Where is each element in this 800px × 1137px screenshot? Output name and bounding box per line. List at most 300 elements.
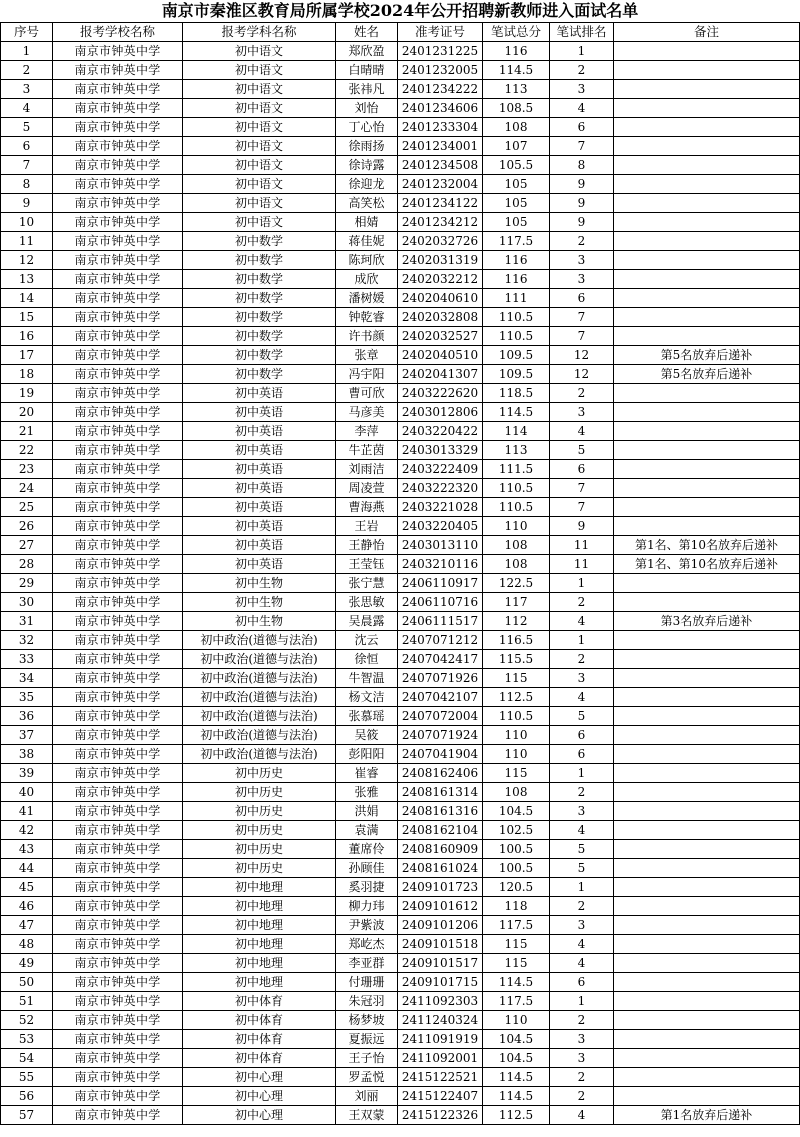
school-cell: 南京市钟英中学 bbox=[53, 156, 183, 175]
subject-cell: 初中历史 bbox=[183, 840, 336, 859]
table-row bbox=[1, 270, 800, 289]
subject-cell: 初中数学 bbox=[183, 346, 336, 365]
remarks-cell bbox=[614, 80, 800, 99]
rank-cell: 9 bbox=[550, 175, 614, 194]
rank-cell: 6 bbox=[550, 460, 614, 479]
score-cell: 115 bbox=[483, 669, 550, 688]
score-cell: 114 bbox=[483, 422, 550, 441]
table-row bbox=[1, 764, 800, 783]
table-row bbox=[1, 783, 800, 802]
remarks-cell bbox=[614, 232, 800, 251]
index-cell: 16 bbox=[1, 327, 53, 346]
index-cell: 3 bbox=[1, 80, 53, 99]
index-cell: 5 bbox=[1, 118, 53, 137]
subject-cell: 初中地理 bbox=[183, 897, 336, 916]
index-cell: 14 bbox=[1, 289, 53, 308]
index-cell: 41 bbox=[1, 802, 53, 821]
score-cell: 108 bbox=[483, 118, 550, 137]
score-cell: 105 bbox=[483, 213, 550, 232]
table-row bbox=[1, 384, 800, 403]
table-row bbox=[1, 194, 800, 213]
rank-cell: 11 bbox=[550, 536, 614, 555]
rank-cell: 2 bbox=[550, 593, 614, 612]
school-cell: 南京市钟英中学 bbox=[53, 783, 183, 802]
table-row bbox=[1, 99, 800, 118]
subject-cell: 初中英语 bbox=[183, 460, 336, 479]
col-header-score: 笔试总分 bbox=[483, 23, 550, 42]
score-cell: 111 bbox=[483, 289, 550, 308]
rank-cell: 7 bbox=[550, 137, 614, 156]
score-cell: 111.5 bbox=[483, 460, 550, 479]
remarks-cell bbox=[614, 194, 800, 213]
score-cell: 114.5 bbox=[483, 1068, 550, 1087]
table-row bbox=[1, 118, 800, 137]
school-cell: 南京市钟英中学 bbox=[53, 802, 183, 821]
subject-cell: 初中语文 bbox=[183, 118, 336, 137]
subject-cell: 初中政治(道德与法治) bbox=[183, 669, 336, 688]
score-cell: 102.5 bbox=[483, 821, 550, 840]
school-cell: 南京市钟英中学 bbox=[53, 840, 183, 859]
remarks-cell bbox=[614, 61, 800, 80]
remarks-cell bbox=[614, 99, 800, 118]
name-cell: 张雅 bbox=[336, 783, 398, 802]
score-cell: 114.5 bbox=[483, 403, 550, 422]
rank-cell: 12 bbox=[550, 365, 614, 384]
index-cell: 10 bbox=[1, 213, 53, 232]
index-cell: 39 bbox=[1, 764, 53, 783]
name-cell: 周凌萱 bbox=[336, 479, 398, 498]
remarks-cell bbox=[614, 517, 800, 536]
school-cell: 南京市钟英中学 bbox=[53, 992, 183, 1011]
name-cell: 郑屹杰 bbox=[336, 935, 398, 954]
rank-cell: 2 bbox=[550, 1011, 614, 1030]
table-row bbox=[1, 593, 800, 612]
remarks-cell bbox=[614, 42, 800, 61]
remarks-cell bbox=[614, 973, 800, 992]
name-cell: 罗孟悦 bbox=[336, 1068, 398, 1087]
rank-cell: 3 bbox=[550, 270, 614, 289]
index-cell: 54 bbox=[1, 1049, 53, 1068]
rank-cell: 4 bbox=[550, 612, 614, 631]
name-cell: 夏振远 bbox=[336, 1030, 398, 1049]
remarks-cell: 第5名放弃后递补 bbox=[614, 346, 800, 365]
table-row bbox=[1, 479, 800, 498]
score-cell: 110.5 bbox=[483, 308, 550, 327]
subject-cell: 初中英语 bbox=[183, 384, 336, 403]
score-cell: 116 bbox=[483, 251, 550, 270]
exam-id-cell: 2401234001 bbox=[398, 137, 483, 156]
school-cell: 南京市钟英中学 bbox=[53, 1011, 183, 1030]
exam-id-cell: 2402041307 bbox=[398, 365, 483, 384]
score-cell: 116 bbox=[483, 42, 550, 61]
score-cell: 108 bbox=[483, 555, 550, 574]
name-cell: 付珊珊 bbox=[336, 973, 398, 992]
score-cell: 108.5 bbox=[483, 99, 550, 118]
school-cell: 南京市钟英中学 bbox=[53, 194, 183, 213]
subject-cell: 初中历史 bbox=[183, 821, 336, 840]
remarks-cell: 第1名放弃后递补 bbox=[614, 1106, 800, 1125]
rank-cell: 3 bbox=[550, 251, 614, 270]
rank-cell: 2 bbox=[550, 650, 614, 669]
score-cell: 113 bbox=[483, 441, 550, 460]
rank-cell: 3 bbox=[550, 916, 614, 935]
school-cell: 南京市钟英中学 bbox=[53, 878, 183, 897]
rank-cell: 4 bbox=[550, 688, 614, 707]
subject-cell: 初中语文 bbox=[183, 175, 336, 194]
score-cell: 110 bbox=[483, 517, 550, 536]
table-row bbox=[1, 42, 800, 61]
remarks-cell bbox=[614, 1030, 800, 1049]
score-cell: 114.5 bbox=[483, 973, 550, 992]
exam-id-cell: 2402040610 bbox=[398, 289, 483, 308]
subject-cell: 初中心理 bbox=[183, 1106, 336, 1125]
exam-id-cell: 2407042107 bbox=[398, 688, 483, 707]
index-cell: 29 bbox=[1, 574, 53, 593]
name-cell: 高笑松 bbox=[336, 194, 398, 213]
index-cell: 1 bbox=[1, 42, 53, 61]
score-cell: 117.5 bbox=[483, 992, 550, 1011]
subject-cell: 初中英语 bbox=[183, 517, 336, 536]
score-cell: 110.5 bbox=[483, 707, 550, 726]
name-cell: 李亚群 bbox=[336, 954, 398, 973]
name-cell: 丁心怡 bbox=[336, 118, 398, 137]
table-row bbox=[1, 232, 800, 251]
school-cell: 南京市钟英中学 bbox=[53, 460, 183, 479]
exam-id-cell: 2401232004 bbox=[398, 175, 483, 194]
table-body bbox=[1, 42, 800, 1125]
exam-id-cell: 2401232005 bbox=[398, 61, 483, 80]
score-cell: 115.5 bbox=[483, 650, 550, 669]
remarks-cell: 第5名放弃后递补 bbox=[614, 365, 800, 384]
table-row bbox=[1, 707, 800, 726]
exam-id-cell: 2403222409 bbox=[398, 460, 483, 479]
name-cell: 徐恒 bbox=[336, 650, 398, 669]
score-cell: 104.5 bbox=[483, 802, 550, 821]
rank-cell: 6 bbox=[550, 973, 614, 992]
school-cell: 南京市钟英中学 bbox=[53, 745, 183, 764]
subject-cell: 初中地理 bbox=[183, 973, 336, 992]
name-cell: 袁满 bbox=[336, 821, 398, 840]
rank-cell: 7 bbox=[550, 327, 614, 346]
score-cell: 108 bbox=[483, 783, 550, 802]
score-cell: 110 bbox=[483, 1011, 550, 1030]
index-cell: 40 bbox=[1, 783, 53, 802]
school-cell: 南京市钟英中学 bbox=[53, 1106, 183, 1125]
remarks-cell bbox=[614, 631, 800, 650]
table-row bbox=[1, 327, 800, 346]
exam-id-cell: 2407041904 bbox=[398, 745, 483, 764]
subject-cell: 初中历史 bbox=[183, 764, 336, 783]
name-cell: 杨梦坡 bbox=[336, 1011, 398, 1030]
rank-cell: 4 bbox=[550, 99, 614, 118]
remarks-cell bbox=[614, 783, 800, 802]
name-cell: 徐雨扬 bbox=[336, 137, 398, 156]
index-cell: 27 bbox=[1, 536, 53, 555]
school-cell: 南京市钟英中学 bbox=[53, 935, 183, 954]
score-cell: 112.5 bbox=[483, 688, 550, 707]
name-cell: 蒋佳妮 bbox=[336, 232, 398, 251]
remarks-cell bbox=[614, 878, 800, 897]
index-cell: 12 bbox=[1, 251, 53, 270]
remarks-cell bbox=[614, 1087, 800, 1106]
subject-cell: 初中英语 bbox=[183, 498, 336, 517]
remarks-cell bbox=[614, 1011, 800, 1030]
subject-cell: 初中语文 bbox=[183, 42, 336, 61]
remarks-cell bbox=[614, 688, 800, 707]
index-cell: 55 bbox=[1, 1068, 53, 1087]
index-cell: 32 bbox=[1, 631, 53, 650]
subject-cell: 初中语文 bbox=[183, 61, 336, 80]
name-cell: 白晴晴 bbox=[336, 61, 398, 80]
index-cell: 23 bbox=[1, 460, 53, 479]
name-cell: 王子怡 bbox=[336, 1049, 398, 1068]
rank-cell: 6 bbox=[550, 745, 614, 764]
score-cell: 100.5 bbox=[483, 840, 550, 859]
exam-id-cell: 2409101517 bbox=[398, 954, 483, 973]
remarks-cell bbox=[614, 745, 800, 764]
school-cell: 南京市钟英中学 bbox=[53, 1030, 183, 1049]
index-cell: 15 bbox=[1, 308, 53, 327]
exam-id-cell: 2403222620 bbox=[398, 384, 483, 403]
exam-id-cell: 2403222320 bbox=[398, 479, 483, 498]
rank-cell: 5 bbox=[550, 840, 614, 859]
index-cell: 50 bbox=[1, 973, 53, 992]
name-cell: 张宁慧 bbox=[336, 574, 398, 593]
rank-cell: 4 bbox=[550, 954, 614, 973]
exam-id-cell: 2401233304 bbox=[398, 118, 483, 137]
rank-cell: 1 bbox=[550, 878, 614, 897]
school-cell: 南京市钟英中学 bbox=[53, 1087, 183, 1106]
name-cell: 李萍 bbox=[336, 422, 398, 441]
table-row bbox=[1, 1068, 800, 1087]
score-cell: 110.5 bbox=[483, 479, 550, 498]
remarks-cell bbox=[614, 460, 800, 479]
index-cell: 2 bbox=[1, 61, 53, 80]
remarks-cell bbox=[614, 270, 800, 289]
score-cell: 109.5 bbox=[483, 365, 550, 384]
index-cell: 51 bbox=[1, 992, 53, 1011]
rank-cell: 1 bbox=[550, 764, 614, 783]
name-cell: 王岩 bbox=[336, 517, 398, 536]
subject-cell: 初中历史 bbox=[183, 859, 336, 878]
rank-cell: 7 bbox=[550, 498, 614, 517]
subject-cell: 初中历史 bbox=[183, 802, 336, 821]
subject-cell: 初中生物 bbox=[183, 574, 336, 593]
table-row bbox=[1, 536, 800, 555]
index-cell: 46 bbox=[1, 897, 53, 916]
name-cell: 郑欣盈 bbox=[336, 42, 398, 61]
table-row bbox=[1, 726, 800, 745]
school-cell: 南京市钟英中学 bbox=[53, 593, 183, 612]
remarks-cell bbox=[614, 137, 800, 156]
rank-cell: 9 bbox=[550, 194, 614, 213]
name-cell: 张章 bbox=[336, 346, 398, 365]
school-cell: 南京市钟英中学 bbox=[53, 517, 183, 536]
rank-cell: 4 bbox=[550, 1106, 614, 1125]
subject-cell: 初中英语 bbox=[183, 403, 336, 422]
subject-cell: 初中地理 bbox=[183, 878, 336, 897]
table-row bbox=[1, 1049, 800, 1068]
rank-cell: 1 bbox=[550, 992, 614, 1011]
table-row bbox=[1, 1087, 800, 1106]
subject-cell: 初中体育 bbox=[183, 1049, 336, 1068]
name-cell: 许书颜 bbox=[336, 327, 398, 346]
table-row bbox=[1, 745, 800, 764]
score-cell: 115 bbox=[483, 935, 550, 954]
name-cell: 相婧 bbox=[336, 213, 398, 232]
exam-id-cell: 2409101723 bbox=[398, 878, 483, 897]
school-cell: 南京市钟英中学 bbox=[53, 99, 183, 118]
name-cell: 张思敏 bbox=[336, 593, 398, 612]
rank-cell: 1 bbox=[550, 42, 614, 61]
exam-id-cell: 2401234212 bbox=[398, 213, 483, 232]
remarks-cell: 第1名、第10名放弃后递补 bbox=[614, 536, 800, 555]
school-cell: 南京市钟英中学 bbox=[53, 479, 183, 498]
name-cell: 尹紫波 bbox=[336, 916, 398, 935]
subject-cell: 初中语文 bbox=[183, 99, 336, 118]
name-cell: 奚羽捷 bbox=[336, 878, 398, 897]
exam-id-cell: 2407071212 bbox=[398, 631, 483, 650]
school-cell: 南京市钟英中学 bbox=[53, 365, 183, 384]
school-cell: 南京市钟英中学 bbox=[53, 536, 183, 555]
rank-cell: 3 bbox=[550, 669, 614, 688]
table-row bbox=[1, 669, 800, 688]
exam-id-cell: 2403210116 bbox=[398, 555, 483, 574]
index-cell: 8 bbox=[1, 175, 53, 194]
score-cell: 110 bbox=[483, 726, 550, 745]
table-row bbox=[1, 802, 800, 821]
index-cell: 53 bbox=[1, 1030, 53, 1049]
school-cell: 南京市钟英中学 bbox=[53, 308, 183, 327]
exam-id-cell: 2411091919 bbox=[398, 1030, 483, 1049]
rank-cell: 2 bbox=[550, 1087, 614, 1106]
index-cell: 9 bbox=[1, 194, 53, 213]
index-cell: 42 bbox=[1, 821, 53, 840]
school-cell: 南京市钟英中学 bbox=[53, 80, 183, 99]
name-cell: 朱冠羽 bbox=[336, 992, 398, 1011]
remarks-cell bbox=[614, 403, 800, 422]
score-cell: 114.5 bbox=[483, 61, 550, 80]
col-header-school: 报考学校名称 bbox=[53, 23, 183, 42]
subject-cell: 初中语文 bbox=[183, 194, 336, 213]
table-row bbox=[1, 403, 800, 422]
index-cell: 44 bbox=[1, 859, 53, 878]
rank-cell: 3 bbox=[550, 1030, 614, 1049]
score-cell: 110.5 bbox=[483, 327, 550, 346]
page-title: 南京市秦淮区教育局所属学校2024年公开招聘新教师进入面试名单 bbox=[161, 1, 639, 20]
school-cell: 南京市钟英中学 bbox=[53, 859, 183, 878]
school-cell: 南京市钟英中学 bbox=[53, 650, 183, 669]
subject-cell: 初中英语 bbox=[183, 479, 336, 498]
subject-cell: 初中体育 bbox=[183, 1030, 336, 1049]
name-cell: 杨文洁 bbox=[336, 688, 398, 707]
name-cell: 王静怡 bbox=[336, 536, 398, 555]
name-cell: 吴晨露 bbox=[336, 612, 398, 631]
rank-cell: 4 bbox=[550, 422, 614, 441]
exam-id-cell: 2411092303 bbox=[398, 992, 483, 1011]
name-cell: 马彦美 bbox=[336, 403, 398, 422]
school-cell: 南京市钟英中学 bbox=[53, 498, 183, 517]
index-cell: 49 bbox=[1, 954, 53, 973]
index-cell: 31 bbox=[1, 612, 53, 631]
table-row bbox=[1, 1011, 800, 1030]
school-cell: 南京市钟英中学 bbox=[53, 707, 183, 726]
school-cell: 南京市钟英中学 bbox=[53, 688, 183, 707]
index-cell: 11 bbox=[1, 232, 53, 251]
rank-cell: 3 bbox=[550, 80, 614, 99]
table-row bbox=[1, 650, 800, 669]
exam-id-cell: 2408161024 bbox=[398, 859, 483, 878]
rank-cell: 1 bbox=[550, 631, 614, 650]
rank-cell: 1 bbox=[550, 574, 614, 593]
exam-id-cell: 2408162406 bbox=[398, 764, 483, 783]
exam-id-cell: 2409101206 bbox=[398, 916, 483, 935]
name-cell: 刘怡 bbox=[336, 99, 398, 118]
exam-id-cell: 2402032808 bbox=[398, 308, 483, 327]
index-cell: 56 bbox=[1, 1087, 53, 1106]
exam-id-cell: 2406110716 bbox=[398, 593, 483, 612]
col-header-subject: 报考学科名称 bbox=[183, 23, 336, 42]
index-cell: 4 bbox=[1, 99, 53, 118]
name-cell: 彭阳阳 bbox=[336, 745, 398, 764]
rank-cell: 12 bbox=[550, 346, 614, 365]
name-cell: 崔睿 bbox=[336, 764, 398, 783]
exam-id-cell: 2403013110 bbox=[398, 536, 483, 555]
subject-cell: 初中语文 bbox=[183, 80, 336, 99]
school-cell: 南京市钟英中学 bbox=[53, 422, 183, 441]
index-cell: 37 bbox=[1, 726, 53, 745]
table-row bbox=[1, 1106, 800, 1125]
remarks-cell bbox=[614, 1049, 800, 1068]
school-cell: 南京市钟英中学 bbox=[53, 384, 183, 403]
remarks-cell bbox=[614, 669, 800, 688]
school-cell: 南京市钟英中学 bbox=[53, 327, 183, 346]
remarks-cell bbox=[614, 859, 800, 878]
subject-cell: 初中政治(道德与法治) bbox=[183, 631, 336, 650]
index-cell: 21 bbox=[1, 422, 53, 441]
rank-cell: 5 bbox=[550, 707, 614, 726]
school-cell: 南京市钟英中学 bbox=[53, 612, 183, 631]
subject-cell: 初中数学 bbox=[183, 365, 336, 384]
rank-cell: 7 bbox=[550, 308, 614, 327]
remarks-cell: 第3名放弃后递补 bbox=[614, 612, 800, 631]
exam-id-cell: 2401234606 bbox=[398, 99, 483, 118]
subject-cell: 初中语文 bbox=[183, 156, 336, 175]
remarks-cell bbox=[614, 384, 800, 403]
exam-id-cell: 2402032212 bbox=[398, 270, 483, 289]
rank-cell: 6 bbox=[550, 726, 614, 745]
subject-cell: 初中语文 bbox=[183, 137, 336, 156]
rank-cell: 3 bbox=[550, 1049, 614, 1068]
score-cell: 116.5 bbox=[483, 631, 550, 650]
remarks-cell bbox=[614, 726, 800, 745]
subject-cell: 初中数学 bbox=[183, 270, 336, 289]
table-row bbox=[1, 80, 800, 99]
index-cell: 6 bbox=[1, 137, 53, 156]
exam-id-cell: 2401234122 bbox=[398, 194, 483, 213]
index-cell: 57 bbox=[1, 1106, 53, 1125]
school-cell: 南京市钟英中学 bbox=[53, 403, 183, 422]
name-cell: 刘雨洁 bbox=[336, 460, 398, 479]
table-row bbox=[1, 821, 800, 840]
school-cell: 南京市钟英中学 bbox=[53, 669, 183, 688]
exam-id-cell: 2406110917 bbox=[398, 574, 483, 593]
name-cell: 吴筱 bbox=[336, 726, 398, 745]
subject-cell: 初中地理 bbox=[183, 935, 336, 954]
remarks-cell bbox=[614, 593, 800, 612]
table-row bbox=[1, 612, 800, 631]
score-cell: 108 bbox=[483, 536, 550, 555]
